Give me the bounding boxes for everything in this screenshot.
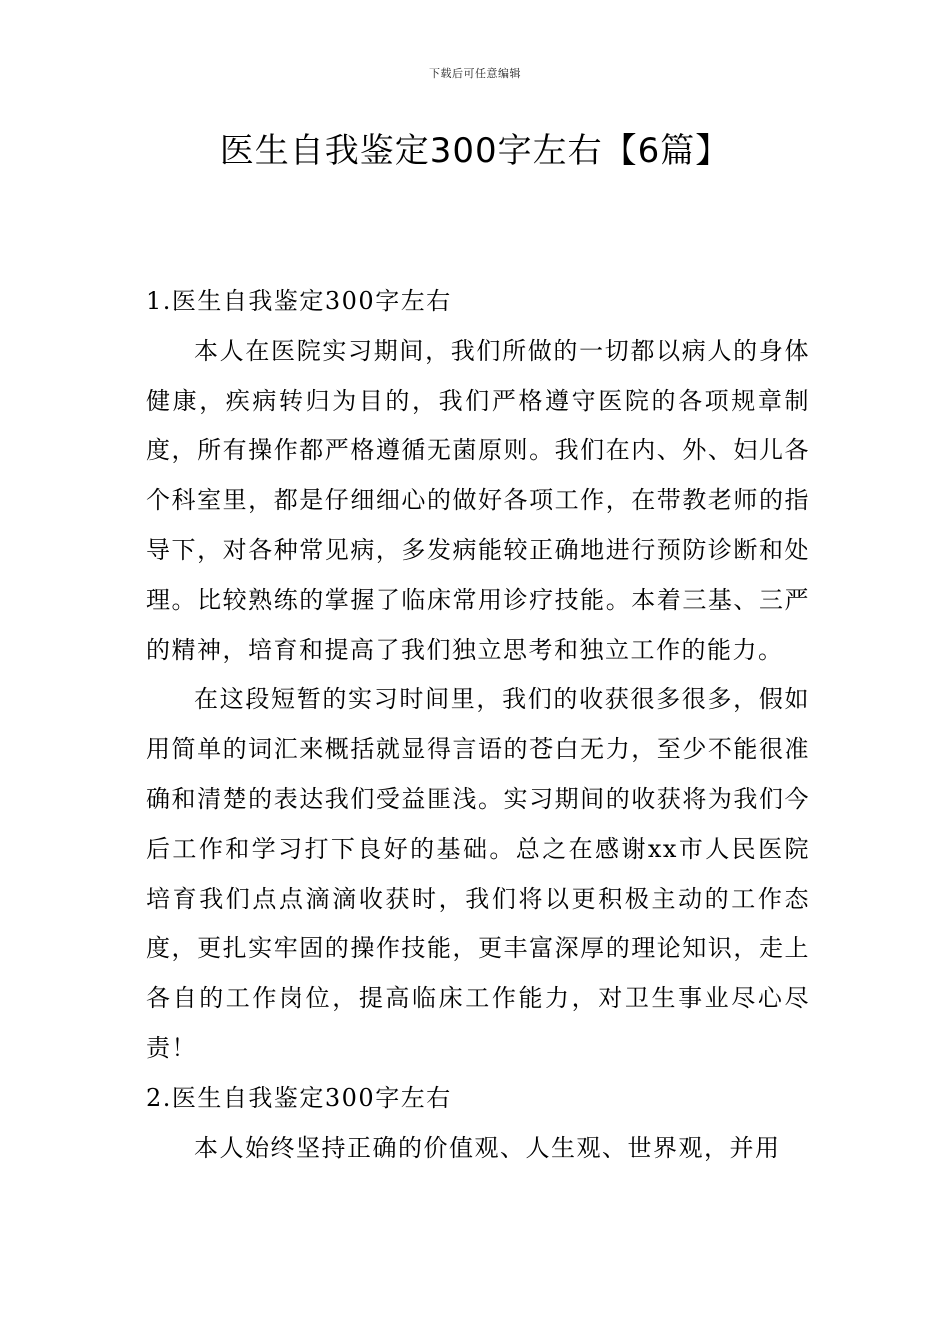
section-2 <box>146 1074 810 1174</box>
document-title: 医生自我鉴定300字左右【6篇】 <box>219 131 731 171</box>
section-1 <box>146 277 810 1074</box>
paragraph: 本人始终坚持正确的价值观、人生观、世界观，并用 <box>194 1133 781 1162</box>
section-heading: 2.医生自我鉴定300字左右 <box>146 1083 452 1112</box>
header-note: 下载后可任意编辑 <box>429 67 521 80</box>
paragraph: 本人在医院实习期间，我们所做的一切都以病人的身体健康，疾病转归为目的，我们严格遵守医院的各项规章制度，所有操作都严格遵循无菌原则。我们在内、外、妇儿各个科室里，都是仔细细心的做好各项工作，在带教老师的指导下，对各种常见病，多发病能较正确地进行预防诊断和处理。比较熟练的掌握了临床常用诊疗技能。本着三基、三严的精神，培育和提高了我们独立思考和独立工作的能力。 <box>146 336 810 664</box>
paragraph: 在这段短暂的实习时间里，我们的收获很多很多，假如用简单的词汇来概括就显得言语的苍白无力，至少不能很准确和清楚的表达我们受益匪浅。实习期间的收获将为我们今后工作和学习打下良好的基础。总之在感谢xx市人民医院培育我们点点滴滴收获时，我们将以更积极主动的工作态度，更扎实牢固的操作技能，更丰富深厚的理论知识，走上各自的工作岗位，提高临床工作能力，对卫生事业尽心尽责！ <box>146 685 810 1062</box>
document-body <box>146 277 810 1173</box>
section-heading: 1.医生自我鉴定300字左右 <box>146 287 452 315</box>
